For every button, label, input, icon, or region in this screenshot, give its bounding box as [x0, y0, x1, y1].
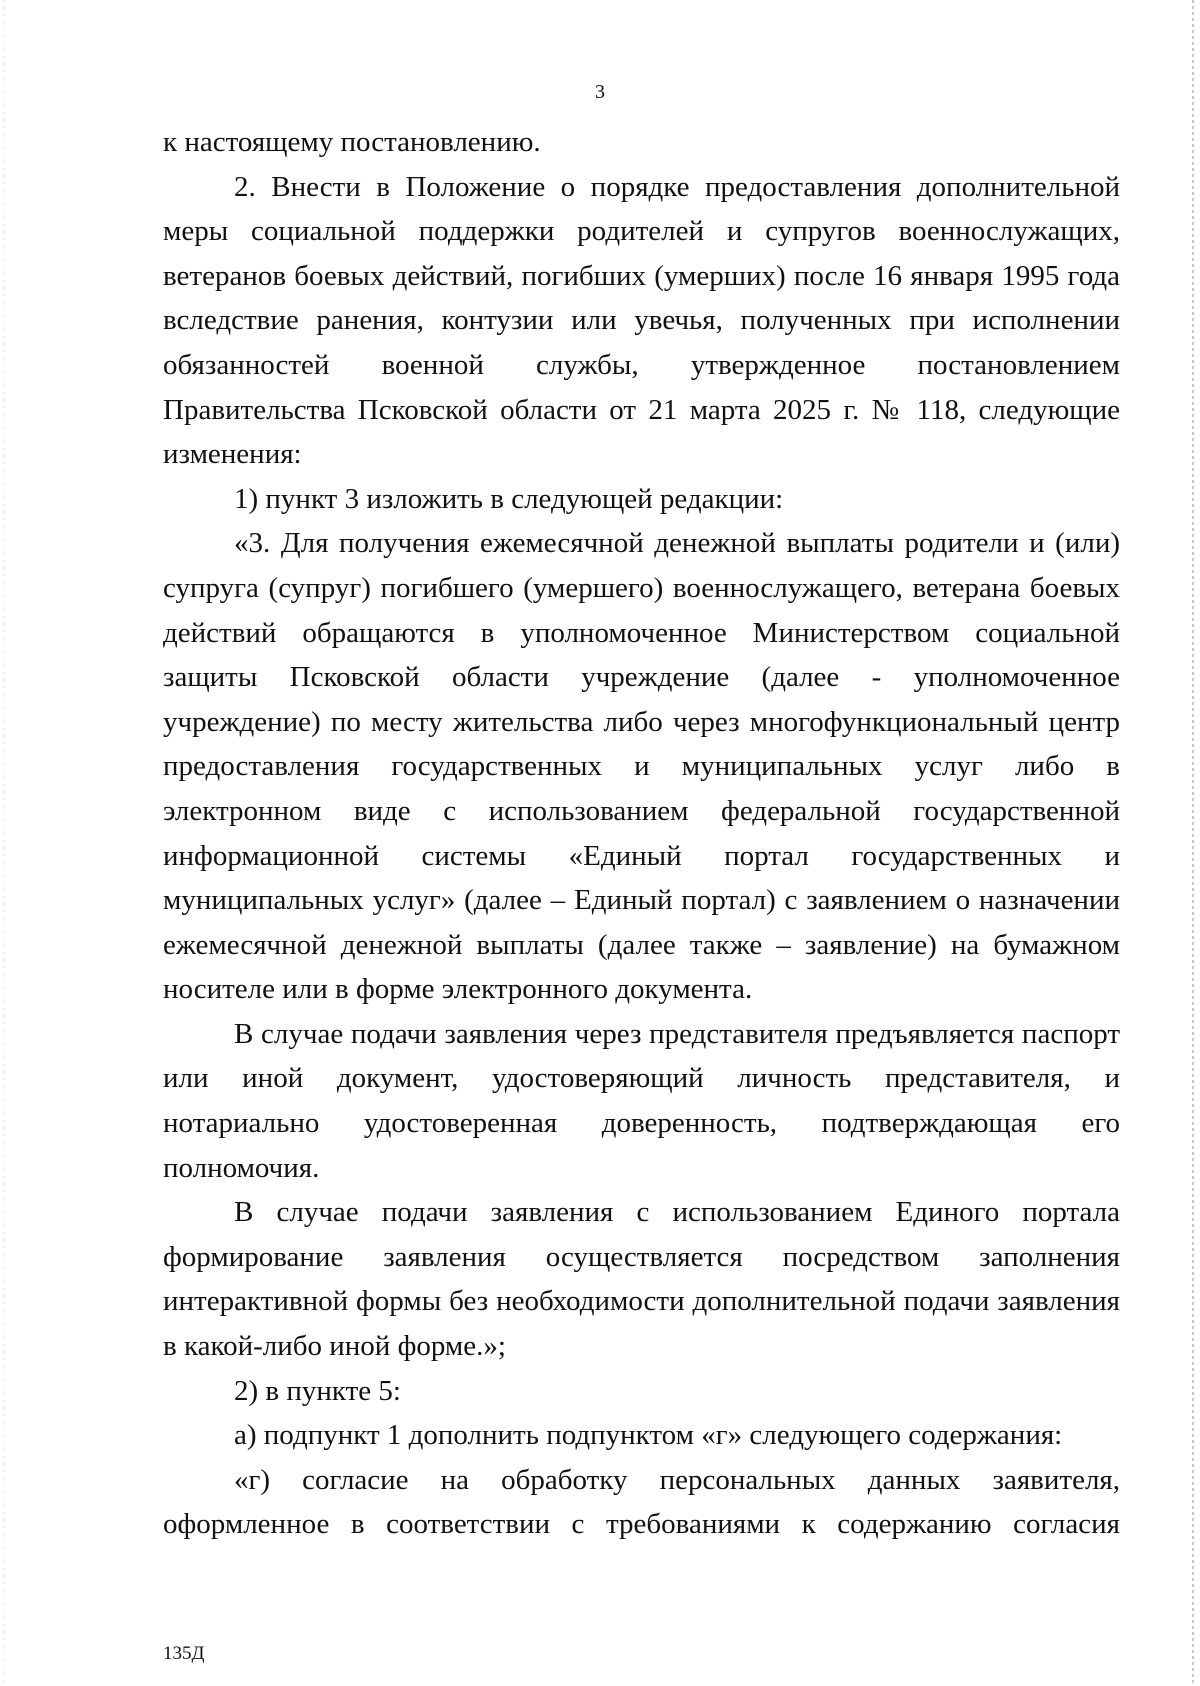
- paragraph-subitem-2: 2) в пункте 5:: [234, 1374, 401, 1407]
- paragraph-subitem-g: «г) согласие на обработку персональных данных заявителя, оформленное в соответствии с требованиями к содержанию согласия: [163, 1463, 1120, 1541]
- paragraph-quoted-point-3: «3. Для получения ежемесячной денежной выплаты родители и (или) супруга (супруг) погибшего (умершего) военнослужащего, ветерана боевых действий обращаются в уполномоченное Министерством социальной защиты Псковской области учреждение (далее - уполномоченное учреждение) по месту жительства либо через многофункциональный центр предоставления государственных и муниципальных услуг либо в электронном виде с использованием федеральной государственной информационной системы «Единый портал государственных и муниципальных услуг» (далее – Единый портал) с заявлением о назначении ежемесячной денежной выплаты (далее также – заявление) на бумажном носителе или в форме электронного документа.: [163, 527, 1120, 1006]
- paragraph-single-portal: В случае подачи заявления с использованием Единого портала формирование заявления осуществляется посредством заполнения интерактивной формы без необходимости дополнительной подачи заявления в какой-либо иной форме.»;: [163, 1196, 1120, 1363]
- paragraph-continuation: к настоящему постановлению.: [163, 126, 541, 158]
- scan-edge-left: [3, 0, 4, 1686]
- document-code: 135Д: [163, 1643, 205, 1664]
- page-number: 3: [595, 81, 605, 103]
- document-body: [163, 120, 1120, 1547]
- paragraph-subitem-a: а) подпункт 1 дополнить подпунктом «г» следующего содержания:: [234, 1419, 1063, 1452]
- paragraph-subitem-1: 1) пункт 3 изложить в следующей редакции:: [234, 482, 784, 515]
- paragraph-representative: В случае подачи заявления через представителя предъявляется паспорт или иной документ, удостоверяющий личность представителя, и нотариально удостоверенная доверенность, подтверждающая его полномочия.: [163, 1017, 1120, 1184]
- scan-edge-right: [1192, 0, 1194, 1686]
- paragraph-item-2: 2. Внести в Положение о порядке предоставления дополнительной меры социальной поддержки родителей и супругов военнослужащих, ветеранов боевых действий, погибших (умерших) после 16 января 1995 года вследствие ранения, контузии или увечья, полученных при исполнении обязанностей военной службы, утвержденное постановлением Правительства Псковской области от 21 марта 2025 г. № 118, следующие изменения:: [163, 170, 1120, 471]
